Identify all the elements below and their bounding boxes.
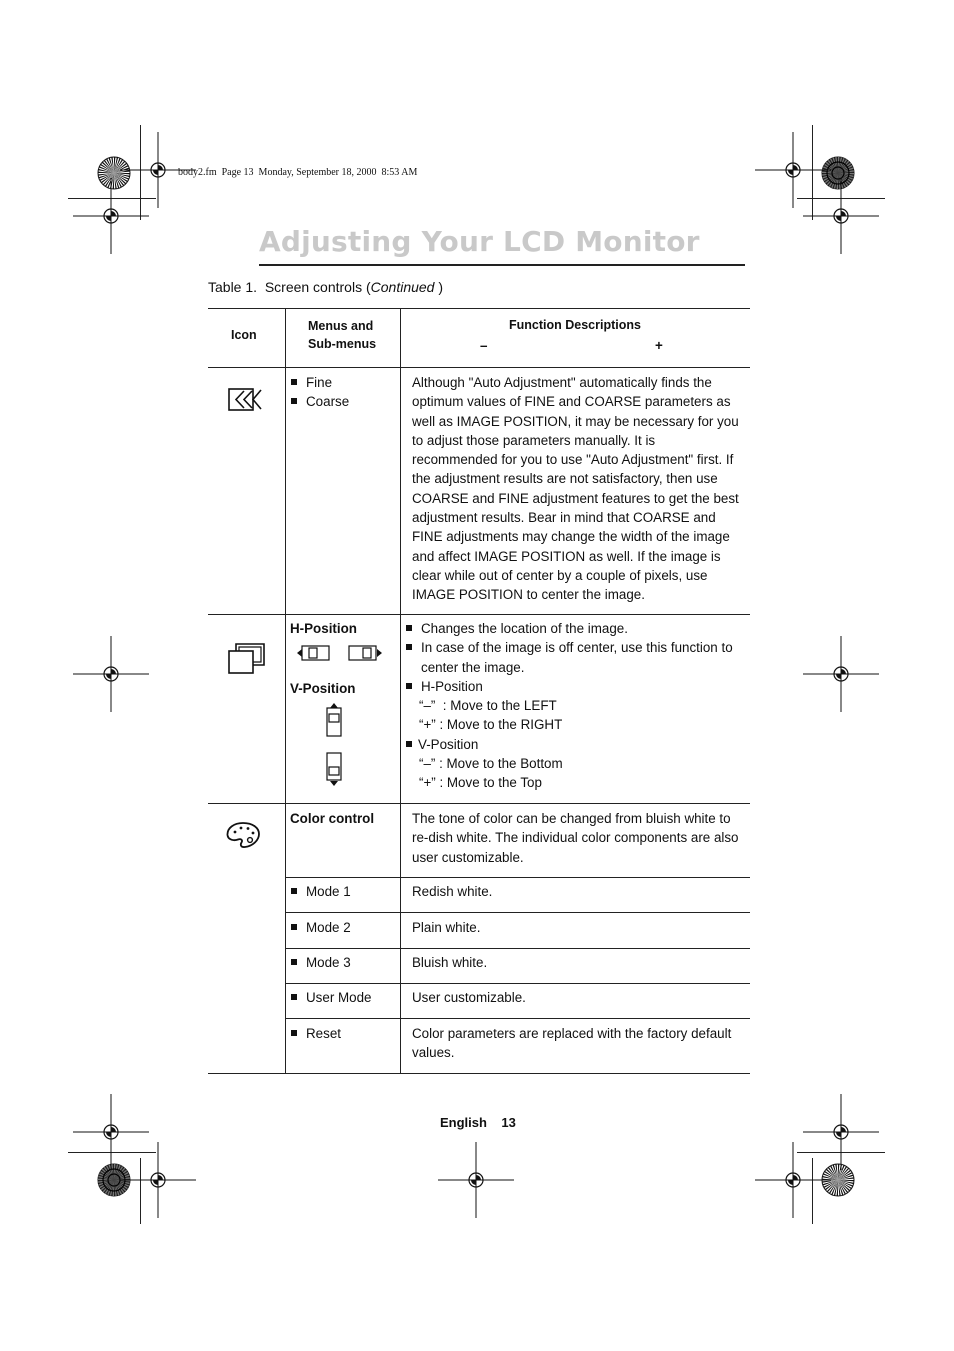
mode-desc: User customizable.	[412, 990, 526, 1005]
list-item	[406, 677, 742, 696]
registration-crosshair-icon	[71, 176, 151, 256]
list-item	[291, 392, 349, 411]
table-rule	[208, 803, 750, 804]
print-header: body2.fm Page 13 Monday, September 18, 2000 8:53 AM	[178, 167, 418, 178]
v-minus-text: “–” : Move to the Bottom	[419, 756, 563, 772]
h-plus-text: “+” : Move to the RIGHT	[419, 717, 563, 733]
table-rule	[285, 1018, 750, 1019]
header-icon: Icon	[231, 328, 257, 342]
title-rule	[259, 264, 745, 266]
v-plus-text: “+” : Move to the Top	[419, 775, 542, 791]
bullet-icon	[291, 379, 297, 385]
mode-row	[291, 1024, 341, 1043]
mode-row	[291, 918, 351, 937]
header-function: Function Descriptions	[509, 318, 641, 332]
caption-emphasis: Continued	[370, 279, 435, 295]
bullet-text: V-Position	[418, 736, 479, 752]
bullet-icon	[291, 959, 297, 965]
table-rule	[285, 948, 750, 949]
registration-crosshair-icon	[801, 634, 881, 714]
bullet-icon	[406, 625, 412, 631]
mode-name: User Mode	[306, 990, 372, 1005]
bullet-icon	[291, 994, 297, 1000]
mode-row	[291, 953, 351, 972]
menu-item-coarse: Coarse	[306, 394, 350, 410]
bullet-text: Changes the location of the image.	[421, 621, 628, 636]
caption-suffix: )	[434, 279, 444, 295]
color-description: The tone of color can be changed from bluish white to re-dish white. The individual color components are also user customizable.	[412, 811, 739, 865]
footer	[440, 1115, 516, 1130]
table-rule	[208, 614, 750, 615]
list-item	[291, 373, 349, 392]
page-number: 13	[501, 1115, 516, 1130]
position-description	[406, 619, 742, 793]
list-item	[406, 735, 742, 754]
bullet-icon	[291, 398, 297, 404]
mode-name: Mode 1	[306, 884, 351, 899]
header-menus-line2: Sub-menus	[308, 337, 377, 351]
h-minus-text: “–” : Move to the LEFT	[419, 698, 557, 714]
bullet-icon	[291, 888, 297, 894]
mode-desc: Plain white.	[412, 920, 481, 935]
table-rule	[285, 912, 750, 913]
registration-crosshair-icon	[801, 176, 881, 256]
table-rule	[285, 877, 750, 878]
bullet-icon	[406, 644, 412, 650]
mode-desc: Color parameters are replaced with the factory default values.	[412, 1026, 732, 1061]
mode-name: Reset	[306, 1026, 341, 1041]
table-rule	[208, 367, 750, 368]
registration-crosshair-icon	[71, 634, 151, 714]
page-title: Adjusting Your LCD Monitor	[259, 225, 700, 258]
caption-text: Table 1. Screen controls (	[208, 279, 371, 295]
header-plus: +	[655, 338, 663, 353]
mode-name: Mode 2	[306, 920, 351, 935]
bullet-text: H-Position	[421, 678, 483, 694]
bullet-icon	[406, 741, 412, 747]
mode-desc: Bluish white.	[412, 955, 488, 970]
palette-icon	[225, 821, 261, 849]
h-position-right-icon	[348, 645, 382, 661]
bullet-text: In case of the image is off center, use this function to center the image.	[421, 640, 733, 675]
mode-row	[291, 988, 372, 1007]
table-column-rule	[400, 308, 401, 1074]
fine-coarse-icon	[228, 388, 264, 412]
bullet-icon	[406, 683, 412, 689]
v-position-down-icon	[326, 752, 342, 786]
bullet-icon	[291, 924, 297, 930]
table-rule	[285, 983, 750, 984]
footer-language: English	[440, 1115, 487, 1130]
list-item	[406, 638, 742, 677]
mode-name: Mode 3	[306, 955, 351, 970]
header-menus-line1: Menus and	[308, 319, 374, 333]
color-control-label: Color control	[290, 811, 375, 826]
header-minus: –	[480, 338, 488, 353]
fine-description: Although "Auto Adjustment" automatically finds the optimum values of FINE and COARSE parameters as well as IMAGE POSITION, it may be necessary for you to adjust those parameters manually. It is recommended for you to use "Auto Adjustment" first. If the adjustment results are not satisfactory, then use COARSE and FINE adjustment features to get the best adjustment results. Bear in mind that COARSE and FINE adjustments may change the width of the image and affect IMAGE POSITION as well. If the image is clear while out of center by a couple of pixels, use IMAGE POSITION to center the image.	[412, 375, 739, 603]
table-column-rule	[285, 308, 286, 1074]
registration-crosshair-icon	[118, 1140, 198, 1220]
registration-crosshair-icon	[753, 1140, 833, 1220]
menu-list-fine	[291, 373, 349, 412]
position-icon	[228, 643, 266, 675]
table-caption	[208, 279, 443, 295]
menu-item-fine: Fine	[306, 375, 333, 390]
list-item	[406, 619, 742, 638]
bullet-icon	[291, 1030, 297, 1036]
mode-desc: Redish white.	[412, 884, 493, 899]
table-rule	[208, 308, 750, 309]
v-position-label: V-Position	[290, 681, 356, 696]
registration-crosshair-icon	[436, 1140, 516, 1220]
h-position-left-icon	[297, 645, 331, 661]
h-position-label: H-Position	[290, 621, 357, 636]
mode-row	[291, 882, 351, 901]
table-rule	[208, 1073, 750, 1074]
header-menus	[308, 317, 376, 353]
v-position-up-icon	[326, 703, 342, 737]
